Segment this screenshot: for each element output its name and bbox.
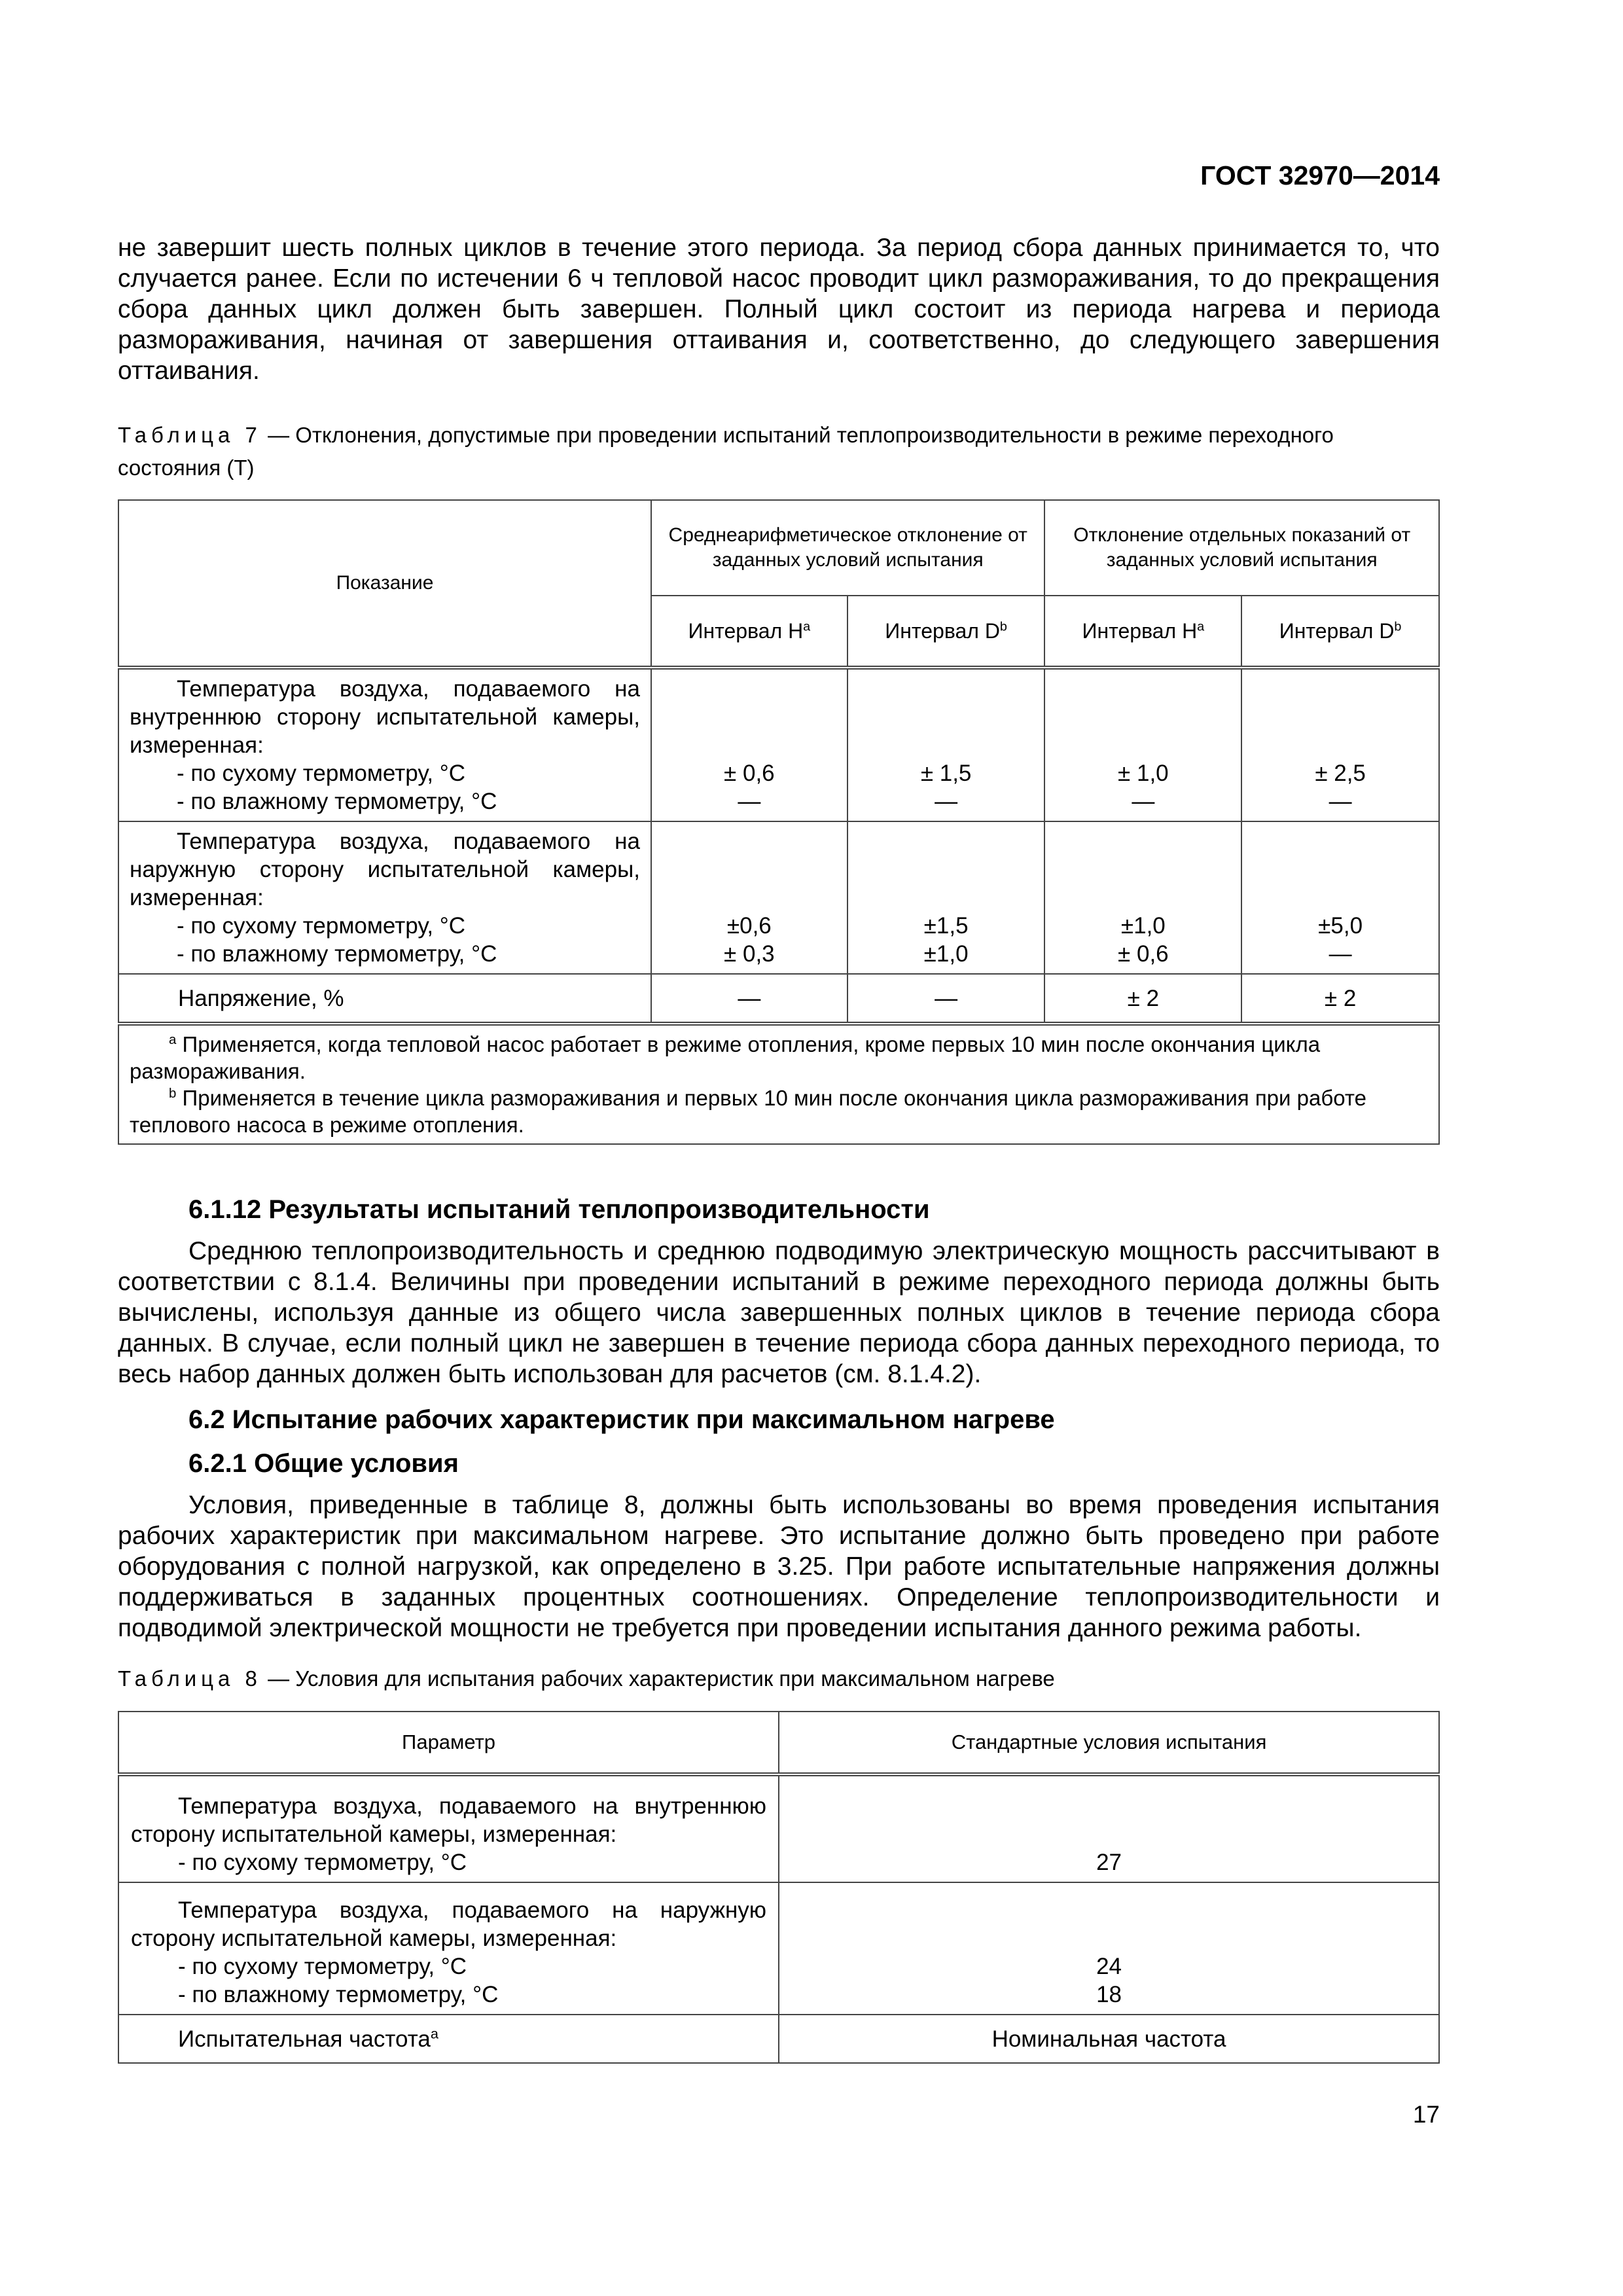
table7-caption: [118, 419, 1440, 484]
row-outdoor-air-label: Температура воздуха, подаваемого на наружную сторону испытательной камеры, измеренная: - по сухому термометру, °С - по влажному термометру, °С: [118, 821, 651, 974]
table-row: [118, 821, 1439, 974]
table8-caption-text: — Условия для испытания рабочих характеристик при максимальном нагреве: [261, 1666, 1055, 1691]
table-cell: —: [847, 974, 1045, 1024]
document-id-header: ГОСТ 32970—2014: [1200, 160, 1440, 190]
table-cell: ± 2,5 —: [1241, 668, 1439, 821]
col-header-parameter: Параметр: [118, 1712, 779, 1774]
col-header-individual-interval-h: Интервал $H^a$: [1044, 596, 1241, 668]
table-cell: ±5,0 —: [1241, 821, 1439, 974]
table-cell: ± 1,5 —: [847, 668, 1045, 821]
table-cell: ±1,5 ±1,0: [847, 821, 1045, 974]
section-heading-6-1-12: 6.1.12 Результаты испытаний теплопроизводительности: [188, 1195, 930, 1224]
section-heading-6-2: 6.2 Испытание рабочих характеристик при максимальном нагреве: [188, 1405, 1055, 1434]
table-row: [118, 2015, 1439, 2063]
col-header-mean-interval-h: Интервал $H^a$: [651, 596, 847, 668]
table-cell: 24 18: [779, 1882, 1439, 2015]
col-header-mean-deviation: Среднеарифметическое отклонение от заданных условий испытания: [651, 500, 1045, 596]
section-6-1-12-text: Среднюю теплопроизводительность и среднюю подводимую электрическую мощность рассчитывают в соответствии с 8.1.4. Величины при проведении испытаний в режиме переходного периода должны быть вычислены, используя данные из общего числа завершенных полных циклов в течение периода сбора данных. В случае, если полный цикл не завершен в течение периода сбора данных переходного периода, то весь набор данных должен быть использован для расчетов (см. 8.1.4.2).: [118, 1237, 1440, 1388]
table-cell: —: [651, 974, 847, 1024]
row-indoor-air-label: Температура воздуха, подаваемого на внутреннюю сторону испытательной камеры, измеренная: - по сухому термометру, °С - по влажному термометру, °С: [118, 668, 651, 821]
table-8: [118, 1711, 1440, 2064]
footnote-b: $^b$ Применяется в течение цикла размораживания и первых 10 мин после окончания цикла размораживания при работе теплового насоса в режиме отопления.: [130, 1086, 1366, 1137]
intro-paragraph: не завершит шесть полных циклов в течение этого периода. За период сбора данных принимается то, что случается ранее. Если по истечении 6 ч тепловой насос проводит цикл размораживания, то до прекращения сбора данных цикл должен быть завершен. Полный цикл состоит из периода нагрева и периода размораживания, начиная от завершения оттаивания и, соответственно, до следующего завершения оттаивания.: [118, 234, 1440, 385]
row-outdoor-air-label: Температура воздуха, подаваемого на наружную сторону испытательной камеры, измеренная: - по сухому термометру, °С - по влажному термометру, °С: [118, 1882, 779, 2015]
col-header-indicator: Показание: [118, 500, 651, 668]
table7-caption-prefix: Таблица 7: [118, 423, 262, 447]
col-header-standard-conditions: Стандартные условия испытания: [779, 1712, 1439, 1774]
table7-footnotes: [118, 1024, 1439, 1144]
col-header-individual-interval-d: Интервал $D^b$: [1241, 596, 1439, 668]
table-cell: ± 0,6 —: [651, 668, 847, 821]
col-header-mean-interval-d: Интервал $D^b$: [847, 596, 1045, 668]
document-page: [118, 0, 1440, 2296]
col-header-individual-deviation: Отклонение отдельных показаний от заданных условий испытания: [1044, 500, 1439, 596]
footnote-a: $^a$ Применяется, когда тепловой насос работает в режиме отопления, кроме первых 10 мин после окончания цикла размораживания.: [130, 1032, 1321, 1083]
row-voltage-label: Напряжение, %: [118, 974, 651, 1024]
table-row: [118, 1774, 1439, 1882]
table-cell: ± 2: [1241, 974, 1439, 1024]
row-test-frequency-label: Испытательная частота$^a$: [118, 2015, 779, 2063]
table-cell: ± 1,0 —: [1044, 668, 1241, 821]
row-indoor-air-label: Температура воздуха, подаваемого на внутреннюю сторону испытательной камеры, измеренная: - по сухому термометру, °С: [118, 1774, 779, 1882]
table7-caption-text: — Отклонения, допустимые при проведении испытаний теплопроизводительности в режиме переходного состояния (T): [118, 423, 1334, 480]
table8-caption: [118, 1662, 1440, 1695]
table-cell: 27: [779, 1774, 1439, 1882]
table-row: [118, 974, 1439, 1024]
table8-caption-prefix: Таблица 8: [118, 1666, 262, 1691]
section-6-2-1-text: Условия, приведенные в таблице 8, должны быть использованы во время проведения испытания рабочих характеристик при максимальном нагреве. Это испытание должно быть проведено при работе оборудования с полной нагрузкой, как определено в 3.25. При работе испытательные напряжения должны поддерживаться в заданных процентных соотношениях. Определение теплопроизводительности и подводимой электрической мощности не требуется при проведении испытания данного режима работы.: [118, 1491, 1440, 1642]
table-cell: ± 2: [1044, 974, 1241, 1024]
table-cell: ±0,6 ± 0,3: [651, 821, 847, 974]
section-heading-6-2-1: 6.2.1 Общие условия: [188, 1449, 459, 1478]
table-row: [118, 668, 1439, 821]
table-cell: ±1,0 ± 0,6: [1044, 821, 1241, 974]
table-row: [118, 1882, 1439, 2015]
table-7: [118, 499, 1440, 1145]
page-number: 17: [1412, 2101, 1440, 2128]
table-cell: Номинальная частота: [779, 2015, 1439, 2063]
